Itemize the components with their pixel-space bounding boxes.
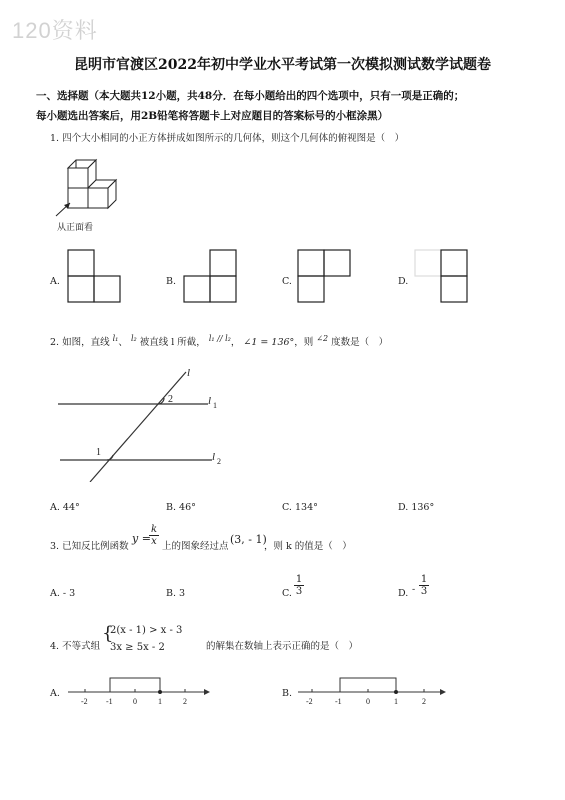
q4-stem-a: 4. 不等式组 (50, 641, 101, 652)
q3-option-c-fraction: $\frac{1}{3}$ (295, 574, 303, 597)
svg-text:1: 1 (158, 697, 162, 706)
q2-stem: 2. 如图，直线 $^{l_1}$、 $^{l_2}$ 被直线 l 所截， $^{l_1 // l_2}$， ∠1 = 136°，则 $^{\angle 2}$ 度数是（ ） (50, 334, 389, 348)
q3-func-denominator: x (151, 536, 157, 547)
q2-line-l2: l₂ (130, 334, 137, 343)
q2-option-b: B. 46° (166, 502, 196, 513)
q4-option-b-numberline (294, 668, 454, 708)
q2-fig-l2: l (212, 451, 216, 463)
q2-stem-a: 2. 如图，直线 (50, 337, 110, 348)
svg-text:2: 2 (183, 697, 187, 706)
q1-option-d-figure (413, 248, 471, 304)
q2-stem-c: ，则 (294, 337, 314, 348)
q3-option-d-sign: - (412, 584, 416, 595)
q3-stem-a: 3. 已知反比例函数 (50, 541, 129, 552)
svg-text:-2: -2 (81, 697, 88, 706)
q3-option-d-fraction: $\frac{1}{3}$ (420, 574, 428, 597)
q2-stem-d: 度数是（ ） (331, 337, 389, 348)
q2-fig-angle2: 2 (168, 394, 173, 405)
q1-option-c-figure (296, 248, 354, 304)
q2-option-a: A. 44° (50, 502, 80, 513)
q1-option-a-label: A. (50, 276, 60, 287)
svg-text:0: 0 (133, 697, 137, 706)
q2-angle2: ∠2 (316, 334, 329, 343)
q2-option-c: C. 134° (282, 502, 318, 513)
q1-option-b-figure (182, 248, 240, 304)
q2-fig-l1: l (208, 395, 212, 407)
q4-brace: { (102, 623, 114, 644)
q1-stem: 1. 四个大小相同的小正方体拼成如图所示的几何体，则这个几何体的俯视图是（ ） (50, 133, 405, 144)
q4-option-b-label: B. (282, 688, 293, 699)
q3-func-fraction (149, 524, 159, 547)
q2-option-d: D. 136° (398, 502, 435, 513)
q3-option-b: B. 3 (166, 588, 186, 599)
q4-inequality-2: 3x ≥ 5x - 2 (110, 642, 165, 653)
svg-text:1: 1 (394, 697, 398, 706)
q1-view-caption: 从正面看 (57, 223, 94, 233)
q1-solid-figure (50, 150, 120, 222)
q2-stem-b: 被直线 l 所截， (139, 337, 206, 348)
q3-option-c-label: C. (282, 588, 292, 599)
svg-text:0: 0 (366, 697, 370, 706)
q2-sep: 、 (118, 337, 128, 348)
q2-fig-angle1: 1 (96, 447, 101, 458)
q1-option-c-label: C. (282, 276, 292, 287)
q1-option-d-label: D. (398, 276, 409, 287)
q3-stem-b: 上的图象经过点 (162, 541, 229, 552)
page-title: 昆明市官渡区2022年初中学业水平考试第一次模拟测试数学试题卷 (74, 57, 491, 73)
q3-func-lhs: y = (132, 532, 151, 545)
q4-option-a-label: A. (50, 688, 60, 699)
q1-option-a-figure (66, 248, 124, 304)
q2-angle1: ∠1 = 136° (243, 337, 295, 348)
q2-fig-l: l (187, 367, 191, 379)
watermark: 120资料 (12, 18, 98, 43)
q3-point: (3, - 1) (230, 533, 267, 546)
section-heading-line1: 一、选择题（本大题共12小题，共48分．在每小题给出的四个选项中，只有一项是正确的； (36, 90, 465, 102)
q4-option-a-numberline (64, 668, 214, 708)
section-heading-line2: 每小题选出答案后，用2B铅笔将答题卡上对应题目的答案标号的小框涂黑） (36, 110, 389, 122)
svg-text:2: 2 (422, 697, 426, 706)
q3-option-d-label: D. (398, 588, 409, 599)
svg-text:-2: -2 (306, 697, 313, 706)
q2-line-l1: l₁ (112, 334, 119, 343)
q1-option-b-label: B. (166, 276, 177, 287)
q2-parallel: l₁ // l₂ (208, 334, 231, 343)
q3-stem-c: ，则 k 的值是（ ） (264, 541, 352, 552)
q2-fig-l1-sub: 1 (213, 401, 217, 410)
svg-text:-1: -1 (335, 697, 342, 706)
svg-text:-1: -1 (106, 697, 113, 706)
q2-figure (50, 362, 240, 482)
q2-fig-l2-sub: 2 (217, 457, 221, 466)
q4-inequality-1: 2(x - 1) > x - 3 (110, 625, 183, 636)
q4-stem-b: 的解集在数轴上表示正确的是（ ） (206, 641, 359, 652)
q3-option-a: A. - 3 (50, 588, 76, 599)
q3-func-numerator: k (150, 524, 158, 535)
